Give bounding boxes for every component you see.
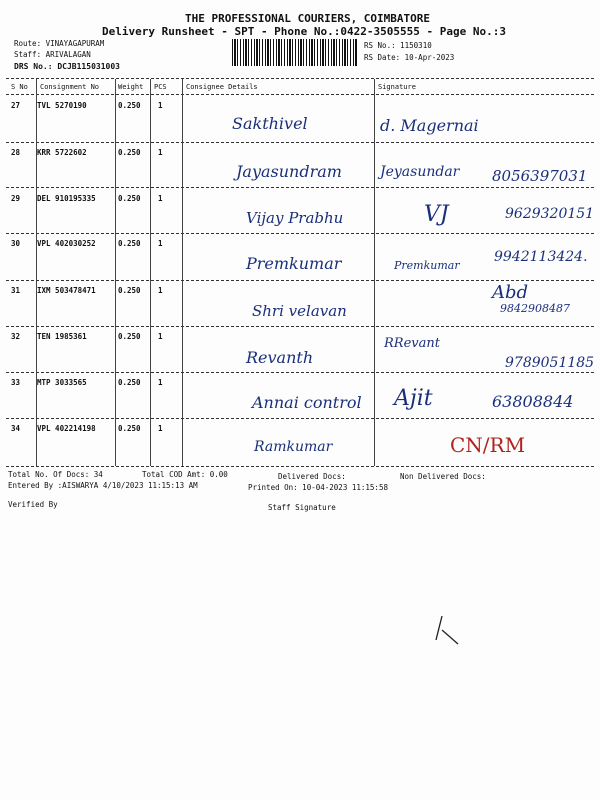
- row-weight: 0.250: [118, 148, 141, 157]
- barcode: [232, 39, 358, 66]
- phone-handwriting: 9789051185: [505, 355, 595, 371]
- phone-handwriting: 9629320151: [505, 206, 595, 222]
- row-rule: [6, 280, 594, 281]
- row-weight: 0.250: [118, 286, 141, 295]
- total-cod: Total COD Amt: 0.00: [142, 470, 228, 479]
- row-pcs: 1: [158, 424, 163, 433]
- phone-handwriting: 63808844: [492, 392, 574, 411]
- consignee-handwriting: Shri velavan: [252, 302, 347, 320]
- entered-by: Entered By :AISWARYA 4/10/2023 11:15:13 AM: [8, 481, 198, 490]
- row-pcs: 1: [158, 101, 163, 110]
- row-sno: 34: [11, 424, 21, 433]
- rs-date: RS Date: 10-Apr-2023: [364, 53, 455, 62]
- row-consignment: KRR 5722602: [37, 148, 87, 157]
- consignee-handwriting: Ramkumar: [254, 439, 333, 455]
- row-sno: 33: [11, 378, 21, 387]
- row-consignment: TEN 1985361: [37, 332, 87, 341]
- row-pcs: 1: [158, 239, 163, 248]
- signature-handwriting: Ajit: [394, 386, 433, 411]
- row-rule: [6, 233, 594, 234]
- consignee-handwriting: Jayasundram: [236, 162, 342, 181]
- row-weight: 0.250: [118, 424, 141, 433]
- row-weight: 0.250: [118, 101, 141, 110]
- row-rule: [6, 372, 594, 373]
- col-weight-header: Weight: [118, 83, 144, 91]
- row-sno: 31: [11, 286, 21, 295]
- col-divider: [150, 79, 151, 466]
- row-consignment: DEL 910195335: [37, 194, 96, 203]
- row-consignment: MTP 3033565: [37, 378, 87, 387]
- consignee-handwriting: Annai control: [252, 393, 362, 412]
- drs-number: DRS No.: DCJB115031003: [14, 62, 120, 71]
- row-rule: [6, 142, 594, 143]
- signature-handwriting: Jeyasundar: [380, 164, 460, 180]
- col-divider: [36, 79, 37, 466]
- row-pcs: 1: [158, 286, 163, 295]
- row-rule: [6, 418, 594, 419]
- consignee-handwriting: Revanth: [246, 348, 314, 367]
- col-sno-header: S No: [11, 83, 28, 91]
- total-docs: Total No. Of Docs: 34: [8, 470, 103, 479]
- row-pcs: 1: [158, 332, 163, 341]
- row-consignment: TVL 5270190: [37, 101, 87, 110]
- signature-handwriting: VJ: [424, 202, 449, 227]
- row-pcs: 1: [158, 148, 163, 157]
- row-sno: 27: [11, 101, 21, 110]
- consignee-handwriting: Sakthivel: [232, 114, 308, 133]
- row-consignment: VPL 402030252: [37, 239, 96, 248]
- row-consignment: IXM 503478471: [37, 286, 96, 295]
- phone-handwriting: 9842908487: [500, 302, 570, 315]
- pen-mark: [430, 610, 470, 650]
- col-signature-header: Signature: [378, 83, 416, 91]
- company-title: THE PROFESSIONAL COURIERS, COIMBATORE: [185, 12, 431, 25]
- table-top-rule: [6, 78, 594, 79]
- staff-label: Staff: ARIVALAGAN: [14, 50, 91, 59]
- row-sno: 28: [11, 148, 21, 157]
- row-weight: 0.250: [118, 378, 141, 387]
- row-consignment: VPL 402214198: [37, 424, 96, 433]
- row-sno: 32: [11, 332, 21, 341]
- signature-handwriting: d. Magernai: [380, 116, 479, 135]
- signature-handwriting: CN/RM: [450, 433, 526, 457]
- verified-by: Verified By: [8, 500, 58, 509]
- row-weight: 0.250: [118, 332, 141, 341]
- row-rule: [6, 326, 594, 327]
- row-pcs: 1: [158, 378, 163, 387]
- phone-handwriting: 9942113424.: [494, 249, 588, 265]
- col-divider: [115, 79, 116, 466]
- staff-signature-label: Staff Signature: [268, 503, 336, 512]
- phone-handwriting: 8056397031: [492, 167, 588, 185]
- col-divider: [182, 79, 183, 466]
- rs-number: RS No.: 1150310: [364, 41, 432, 50]
- header-bottom-rule: [6, 94, 594, 95]
- signature-handwriting: RRevant: [384, 336, 440, 351]
- row-sno: 29: [11, 194, 21, 203]
- printed-on: Printed On: 10-04-2023 11:15:58: [248, 483, 388, 492]
- signature-handwriting: Premkumar: [394, 259, 460, 272]
- col-consignee-header: Consignee Details: [186, 83, 258, 91]
- non-delivered-docs: Non Delivered Docs:: [400, 472, 486, 481]
- col-divider: [374, 79, 375, 466]
- route-label: Route: VINAYAGAPURAM: [14, 39, 105, 48]
- runsheet-subtitle: Delivery Runsheet - SPT - Phone No.:0422-3505555 - Page No.:3: [102, 25, 506, 38]
- row-weight: 0.250: [118, 194, 141, 203]
- consignee-handwriting: Vijay Prabhu: [246, 209, 344, 227]
- col-pcs-header: PCS: [154, 83, 167, 91]
- delivered-docs: Delivered Docs:: [278, 472, 346, 481]
- row-pcs: 1: [158, 194, 163, 203]
- row-rule: [6, 187, 594, 188]
- table-bottom-rule: [6, 466, 594, 467]
- row-sno: 30: [11, 239, 21, 248]
- col-consignment-header: Consignment No: [40, 83, 100, 91]
- row-weight: 0.250: [118, 239, 141, 248]
- consignee-handwriting: Premkumar: [246, 254, 342, 273]
- signature-handwriting: Abd: [492, 282, 529, 303]
